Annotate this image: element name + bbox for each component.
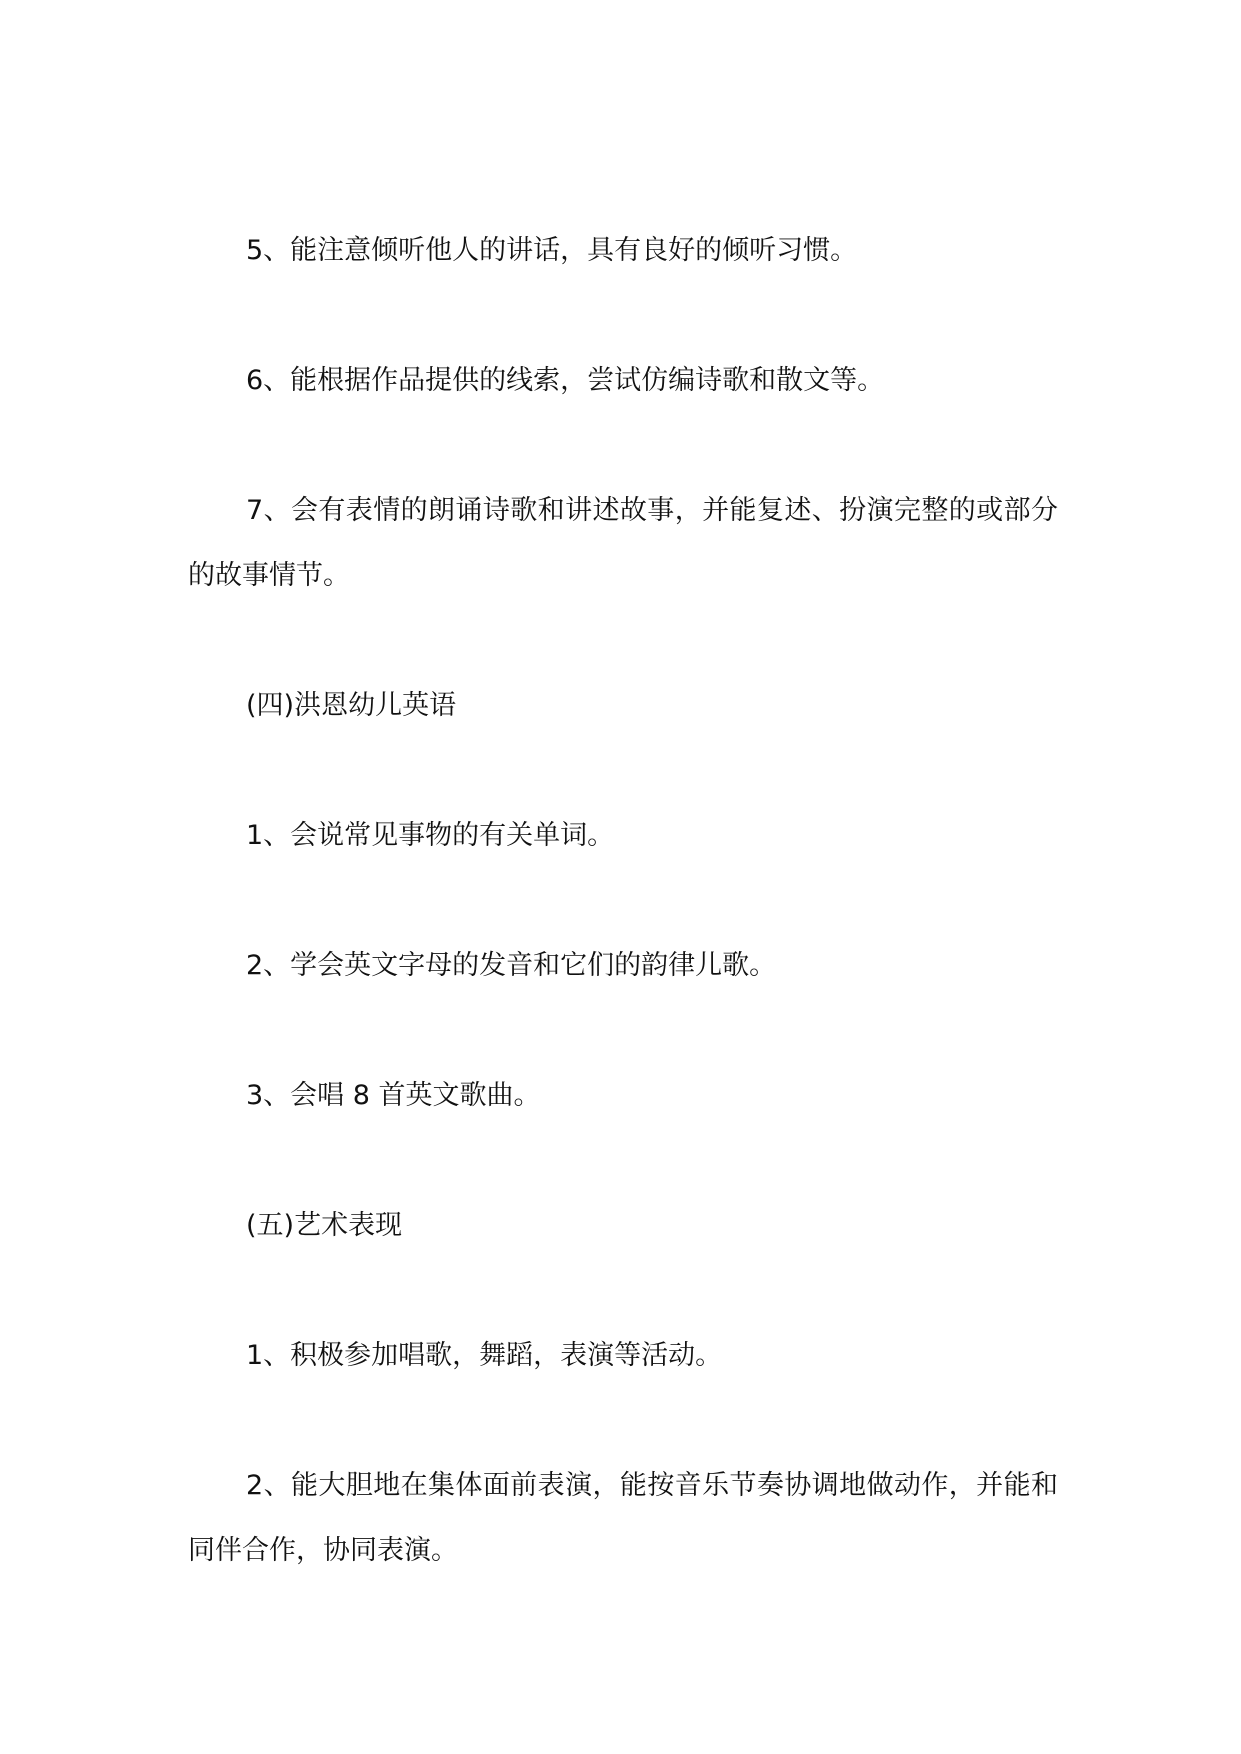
- paragraph-listening-habit: 5、能注意倾听他人的讲话，具有良好的倾听习惯。: [246, 235, 858, 266]
- section-heading-english: (四)洪恩幼儿英语: [246, 690, 457, 721]
- paragraph-recite-stories: 7、会有表情的朗诵诗歌和讲述故事，并能复述、扮演完整的或部分的故事情节。: [188, 495, 1058, 591]
- paragraph-english-songs: 3、会唱 8 首英文歌曲。: [246, 1080, 541, 1111]
- paragraph-art-activities: 1、积极参加唱歌，舞蹈，表演等活动。: [246, 1340, 723, 1371]
- paragraph-alphabet-rhymes: 2、学会英文字母的发音和它们的韵律儿歌。: [246, 950, 777, 981]
- paragraph-perform-together: 2、能大胆地在集体面前表演，能按音乐节奏协调地做动作，并能和同伴合作，协同表演。: [188, 1470, 1058, 1566]
- paragraph-english-words: 1、会说常见事物的有关单词。: [246, 820, 615, 851]
- paragraph-imitate-poems: 6、能根据作品提供的线索，尝试仿编诗歌和散文等。: [246, 365, 885, 396]
- section-heading-art: (五)艺术表现: [246, 1210, 403, 1241]
